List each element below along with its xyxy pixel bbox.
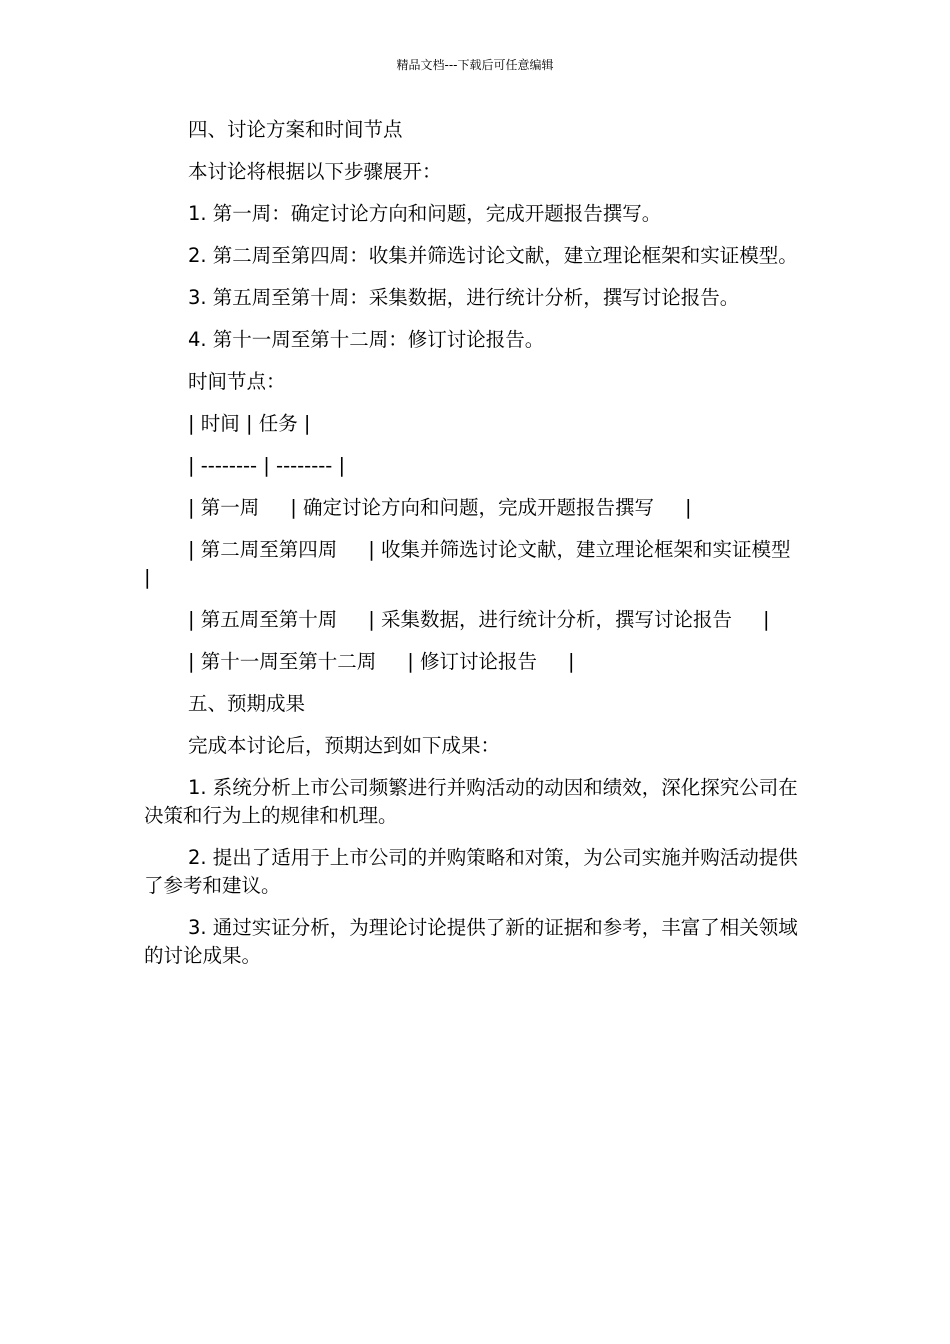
paragraph: 时间节点： (188, 370, 286, 393)
section-heading-outcomes: 五、预期成果 (188, 692, 306, 715)
table-row: | 第五周至第十周 | 采集数据，进行统计分析，撰写讨论报告 | (188, 608, 770, 631)
list-item: 3. 第五周至第十周：采集数据，进行统计分析，撰写讨论报告。 (188, 286, 740, 309)
list-item: 1. 第一周：确定讨论方向和问题，完成开题报告撰写。 (188, 202, 662, 225)
paragraph: 完成本讨论后，预期达到如下成果： (188, 734, 501, 757)
section-heading-schedule: 四、讨论方案和时间节点 (188, 118, 403, 141)
table-header-row: | 时间 | 任务 | (188, 412, 311, 435)
paragraph: 本讨论将根据以下步骤展开： (188, 160, 442, 183)
table-row: | 第一周 | 确定讨论方向和问题，完成开题报告撰写 | (188, 496, 692, 519)
list-item: 3. 通过实证分析，为理论讨论提供了新的证据和参考，丰富了相关领域的讨论成果。 (144, 916, 798, 967)
list-item: 2. 提出了适用于上市公司的并购策略和对策，为公司实施并购活动提供了参考和建议。 (144, 846, 798, 897)
list-item: 1. 系统分析上市公司频繁进行并购活动的动因和绩效，深化探究公司在决策和行为上的规律和机理。 (144, 776, 798, 827)
table-row: | 第十一周至第十二周 | 修订讨论报告 | (188, 650, 575, 673)
table-separator-row: | -------- | -------- | (188, 454, 346, 477)
document-body (144, 116, 822, 984)
table-row: | 第二周至第四周 | 收集并筛选讨论文献，建立理论框架和实证模型 | (144, 538, 822, 589)
list-item: 4. 第十一周至第十二周：修订讨论报告。 (188, 328, 545, 351)
page-header: 精品文档---下载后可任意编辑 (396, 58, 554, 72)
list-item: 2. 第二周至第四周：收集并筛选讨论文献，建立理论框架和实证模型。 (188, 244, 798, 267)
